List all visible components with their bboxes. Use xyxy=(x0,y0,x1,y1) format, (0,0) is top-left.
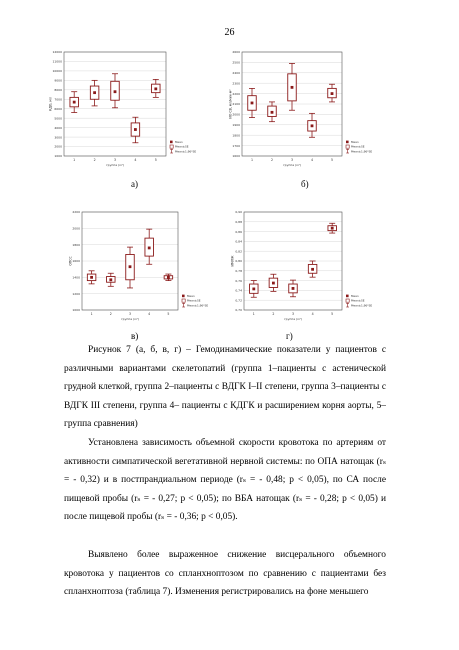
chart-svg xyxy=(228,48,400,168)
y-tick-label: 1000 xyxy=(54,154,62,159)
x-tick-label: 4 xyxy=(310,158,314,162)
y-tick-label: 11000 xyxy=(52,59,62,64)
mean-marker xyxy=(251,102,254,105)
legend-swatch xyxy=(346,141,349,144)
mean-marker xyxy=(272,282,275,285)
y-tick-label: 2200 xyxy=(232,91,240,96)
y-tick-label: 3000 xyxy=(54,135,62,140)
legend-label: Mean xyxy=(175,140,183,145)
y-tick-label: 1700 xyxy=(232,143,240,148)
x-tick-label: 1 xyxy=(252,312,255,316)
body-paragraph xyxy=(64,546,386,602)
chart-svg xyxy=(68,206,226,324)
y-axis-label: ОПСС xyxy=(68,256,73,266)
mean-marker xyxy=(292,287,295,290)
y-tick-label: 1200 xyxy=(72,291,80,296)
x-axis-label: группа (n?) xyxy=(106,163,124,167)
legend-label: Mean±1,96*SE xyxy=(351,149,373,154)
y-tick-label: 2600 xyxy=(232,50,240,55)
x-tick-label: 3 xyxy=(290,158,294,162)
mean-marker xyxy=(331,227,334,230)
x-tick-label: 2 xyxy=(93,158,96,162)
y-axis-label: ИМЛЖ xyxy=(230,255,235,267)
y-axis-label: КДО, мл xyxy=(48,97,53,111)
y-tick-label: 0,86 xyxy=(235,229,242,234)
legend-label: Mean±1,96*SE xyxy=(187,303,209,308)
mean-marker xyxy=(167,276,170,279)
mean-marker xyxy=(109,278,112,281)
y-tick-label: 0,90 xyxy=(235,210,242,215)
mean-marker xyxy=(134,128,137,131)
y-tick-label: 1600 xyxy=(232,154,240,159)
x-tick-label: 5 xyxy=(331,312,334,316)
y-tick-label: 2100 xyxy=(232,102,240,107)
mean-marker xyxy=(271,111,274,114)
y-tick-label: 0,88 xyxy=(235,220,242,224)
y-tick-label: 12000 xyxy=(52,50,62,55)
panel-label-c: в) xyxy=(131,331,139,341)
y-tick-label: 2200 xyxy=(72,210,80,215)
legend-label: Mean xyxy=(187,294,195,299)
y-tick-label: 0,82 xyxy=(235,249,242,254)
x-tick-label: 3 xyxy=(128,312,132,316)
legend-swatch xyxy=(170,145,173,148)
x-tick-label: 5 xyxy=(167,312,170,316)
legend-label: Mean xyxy=(351,294,359,299)
y-tick-label: 2000 xyxy=(72,226,80,231)
chart-svg xyxy=(48,48,220,168)
y-tick-label: 7000 xyxy=(54,97,62,102)
x-tick-label: 3 xyxy=(113,158,117,162)
legend-label: Mean xyxy=(351,140,359,145)
y-tick-label: 0,80 xyxy=(235,259,242,264)
mean-marker xyxy=(129,265,132,268)
x-tick-label: 1 xyxy=(250,158,254,162)
y-tick-label: 2500 xyxy=(232,60,240,65)
x-tick-label: 4 xyxy=(311,312,314,316)
mean-marker xyxy=(311,124,314,127)
paragraph-text: Установлена зависимость объемной скорости кровотока по артериям от активности симпатической вегетативной нервной системы: по ОПА натощак (rₛ = - 0,32) и в постпрандиальном периоде (rₛ = - 0,48; р < 0,05), по СА после пищевой пробы (rₛ = - 0,27; р < 0,05); по ВБА натощак (rₛ = - 0,28; р < 0,05) и после пищевой пробы (rₛ = - 0,36; р < 0,05). xyxy=(64,438,386,523)
panel-label-a: а) xyxy=(131,179,138,189)
y-tick-label: 1600 xyxy=(72,259,80,264)
y-tick-label: 5000 xyxy=(54,116,62,121)
page-number: 26 xyxy=(224,27,235,38)
panel-label-b: б) xyxy=(301,179,309,189)
figure-caption xyxy=(64,341,386,434)
mean-marker xyxy=(114,90,117,93)
y-tick-label: 2300 xyxy=(232,81,240,86)
y-tick-label: 2000 xyxy=(54,144,62,149)
body-paragraph xyxy=(64,434,386,527)
legend-label: Mean±SE xyxy=(175,144,189,149)
x-tick-label: 2 xyxy=(109,312,112,316)
y-tick-label: 0,72 xyxy=(235,298,242,303)
y-tick-label: 0,70 xyxy=(235,308,242,313)
chart-svg xyxy=(230,206,400,324)
mean-marker xyxy=(148,247,151,250)
y-tick-label: 1000 xyxy=(72,308,80,313)
y-tick-label: 8000 xyxy=(54,88,62,93)
y-tick-label: 0,84 xyxy=(235,239,242,244)
x-tick-label: 1 xyxy=(90,312,93,316)
legend-swatch xyxy=(182,299,185,302)
x-tick-label: 5 xyxy=(154,158,157,162)
legend-label: Mean±1,96*SE xyxy=(175,149,197,154)
caption-text: Рисунок 7 (а, б, в, г) – Гемодинамические показатели у пациентов с различными вариантами скелетопатий (группа 1–пациенты с астенической грудной клеткой, группа 2–пациенты с ВДГК I–II степени, группа 3–пациенты с ВДГК III степени, группа 4– пациенты с КДГК и расширением корня аорты, 5– группа сравнения) xyxy=(64,345,386,430)
mean-marker xyxy=(93,91,96,94)
y-tick-label: 4000 xyxy=(54,125,62,130)
legend-swatch xyxy=(170,141,173,144)
y-tick-label: 0,74 xyxy=(235,288,242,293)
x-tick-label: 2 xyxy=(272,312,275,316)
x-tick-label: 4 xyxy=(148,312,151,316)
chart-d xyxy=(230,206,400,324)
paragraph-text: Выявлено более выраженное снижение висцерального объемного кровотока у пациентов со спланхноптозом по сравнению с пациентами без спланхноптоза (таблица 7). Изменения регистрировались на фоне меньшего xyxy=(64,550,386,598)
y-tick-label: 1900 xyxy=(232,123,240,127)
chart-c xyxy=(68,206,226,324)
chart-a xyxy=(48,48,220,168)
y-tick-label: 1800 xyxy=(232,133,240,138)
x-tick-label: 5 xyxy=(330,158,334,162)
mean-marker xyxy=(252,288,255,291)
y-tick-label: 2400 xyxy=(232,71,240,75)
x-axis-label: группа (n?) xyxy=(283,163,301,167)
mean-marker xyxy=(331,92,334,95)
x-tick-label: 1 xyxy=(73,158,76,162)
legend-label: Mean±SE xyxy=(351,298,365,303)
y-axis-label: ИО СВ, мл/мин·м² xyxy=(228,89,233,119)
y-tick-label: 6000 xyxy=(54,106,62,111)
y-tick-label: 0,76 xyxy=(235,278,242,283)
y-tick-label: 9000 xyxy=(54,78,62,83)
y-tick-label: 2000 xyxy=(232,112,240,117)
x-tick-label: 2 xyxy=(270,158,274,162)
y-tick-label: 10000 xyxy=(52,69,62,74)
legend-swatch xyxy=(346,295,349,298)
legend-label: Mean±SE xyxy=(351,144,365,149)
y-tick-label: 0,78 xyxy=(235,269,242,273)
mean-marker xyxy=(73,101,76,104)
x-axis-label: группа (n?) xyxy=(284,317,302,321)
panel-label-d: г) xyxy=(286,331,293,341)
mean-marker xyxy=(311,268,314,271)
legend-label: Mean±1,96*SE xyxy=(351,303,373,308)
legend-label: Mean±SE xyxy=(187,298,201,303)
y-tick-label: 1400 xyxy=(72,275,80,280)
legend-swatch xyxy=(346,299,349,302)
legend-swatch xyxy=(182,295,185,298)
mean-marker xyxy=(154,87,157,90)
x-tick-label: 4 xyxy=(134,158,137,162)
x-axis-label: группа (n?) xyxy=(121,317,139,321)
x-tick-label: 3 xyxy=(291,312,295,316)
chart-b xyxy=(228,48,400,168)
legend-swatch xyxy=(346,145,349,148)
mean-marker xyxy=(90,276,93,279)
y-tick-label: 1800 xyxy=(72,242,80,247)
mean-marker xyxy=(291,86,294,89)
